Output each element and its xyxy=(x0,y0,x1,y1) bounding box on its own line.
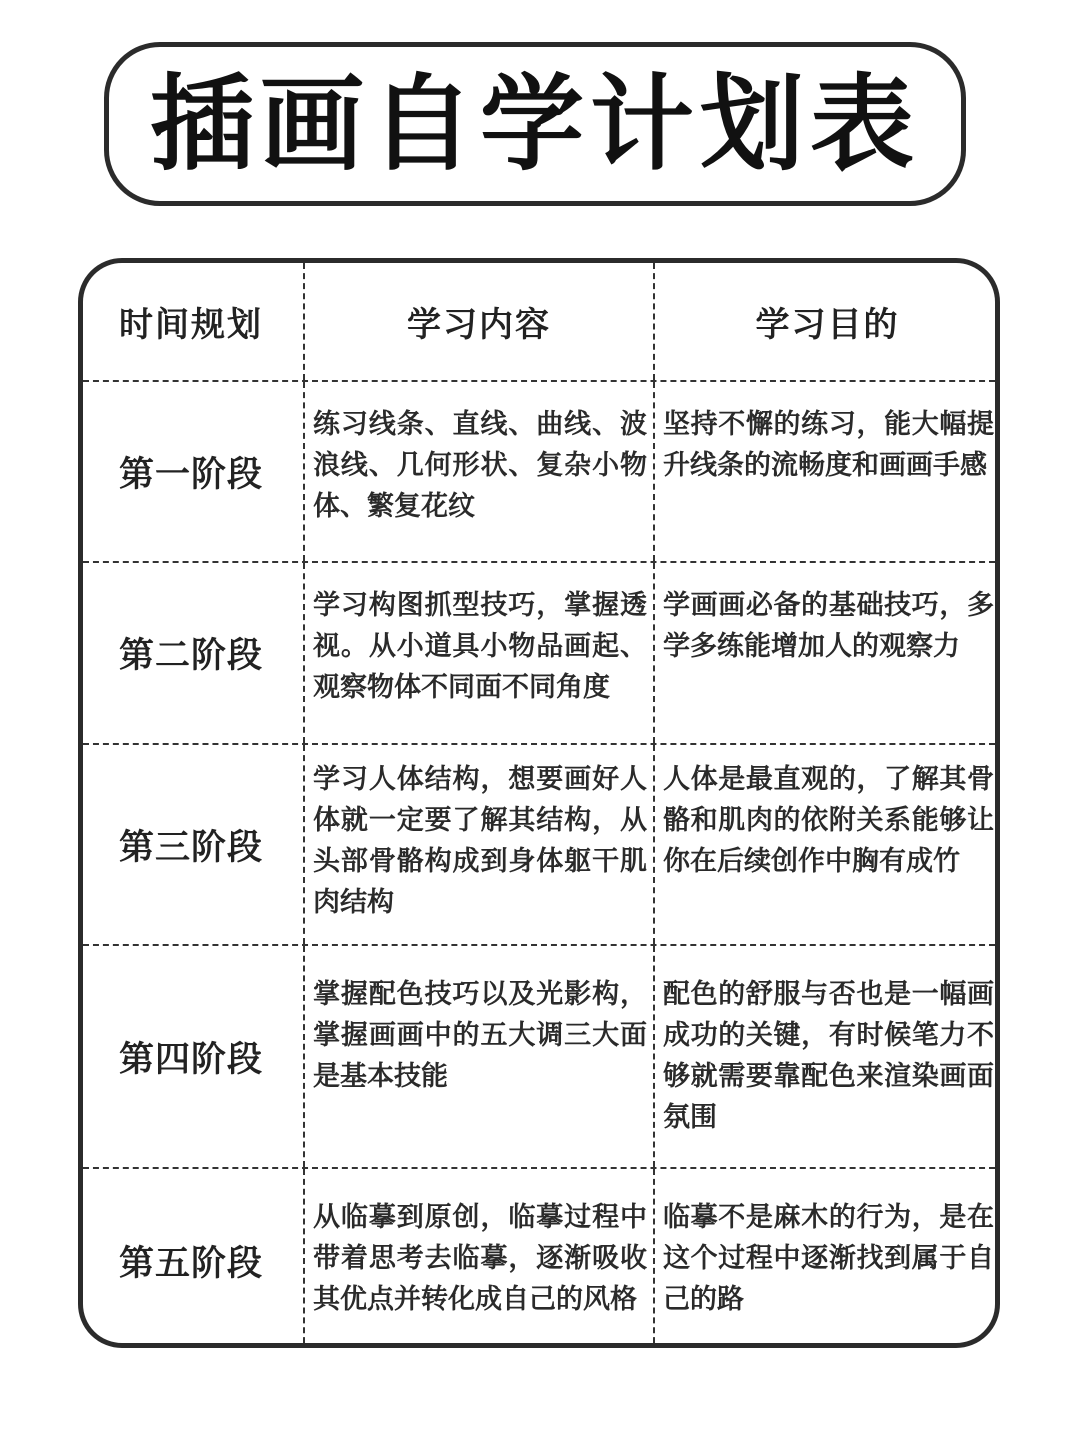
purpose-cell xyxy=(653,745,1000,944)
study-plan-table xyxy=(78,258,1000,1348)
stage-label: 第二阶段 xyxy=(119,635,264,676)
purpose-cell xyxy=(653,1169,1000,1348)
table-header-row xyxy=(83,263,995,380)
header-cell-purpose xyxy=(653,263,1000,380)
header-study-purpose: 学习目的 xyxy=(755,305,900,345)
stage-cell xyxy=(83,946,303,1167)
header-study-content: 学习内容 xyxy=(407,305,551,345)
content-text: 从临摹到原创，临摹过程中带着思考去临摹，逐渐吸收其优点并转化成自己的风格 xyxy=(313,1202,647,1315)
stage-cell xyxy=(83,745,303,944)
header-time-plan: 时间规划 xyxy=(119,305,263,345)
content-text: 学习人体结构，想要画好人体就一定要了解其结构，从头部骨骼构成到身体躯干肌肉结构 xyxy=(313,764,647,918)
stage-label: 第三阶段 xyxy=(119,826,264,868)
content-cell xyxy=(303,1169,653,1348)
purpose-text: 人体是最直观的，了解其骨骼和肌肉的依附关系能够让你在后续创作中胸有成竹 xyxy=(663,764,994,877)
content-cell xyxy=(303,745,653,944)
title-banner xyxy=(104,42,966,206)
purpose-text: 临摹不是麻木的行为，是在这个过程中逐渐找到属于自己的路 xyxy=(663,1202,994,1315)
table-row xyxy=(83,380,995,561)
header-cell-time xyxy=(83,263,303,380)
stage-label: 第四阶段 xyxy=(119,1038,264,1080)
stage-cell xyxy=(83,563,303,743)
table-row xyxy=(83,561,995,743)
stage-cell xyxy=(83,382,303,561)
content-cell xyxy=(303,382,653,561)
purpose-text: 坚持不懈的练习，能大幅提升线条的流畅度和画画手感 xyxy=(663,409,994,481)
content-text: 学习构图抓型技巧，掌握透视。从小道具小物品画起、观察物体不同面不同角度 xyxy=(313,590,647,703)
content-text: 掌握配色技巧以及光影构，掌握画画中的五大调三大面是基本技能 xyxy=(313,979,647,1092)
header-cell-content xyxy=(303,263,653,380)
stage-cell xyxy=(83,1169,303,1348)
content-cell xyxy=(303,563,653,743)
purpose-cell xyxy=(653,946,1000,1167)
purpose-cell xyxy=(653,382,1000,561)
table-row xyxy=(83,1167,995,1348)
purpose-text: 学画画必备的基础技巧，多学多练能增加人的观察力 xyxy=(663,590,994,662)
content-text: 练习线条、直线、曲线、波浪线、几何形状、复杂小物体、繁复花纹 xyxy=(313,409,647,522)
page-title: 插画自学计划表 xyxy=(149,62,920,185)
stage-label: 第一阶段 xyxy=(119,453,264,495)
content-cell xyxy=(303,946,653,1167)
table-row xyxy=(83,944,995,1167)
purpose-text: 配色的舒服与否也是一幅画成功的关键，有时候笔力不够就需要靠配色来渲染画面氛围 xyxy=(663,979,994,1133)
table-row xyxy=(83,743,995,944)
stage-label: 第五阶段 xyxy=(119,1243,264,1284)
purpose-cell xyxy=(653,563,1000,743)
